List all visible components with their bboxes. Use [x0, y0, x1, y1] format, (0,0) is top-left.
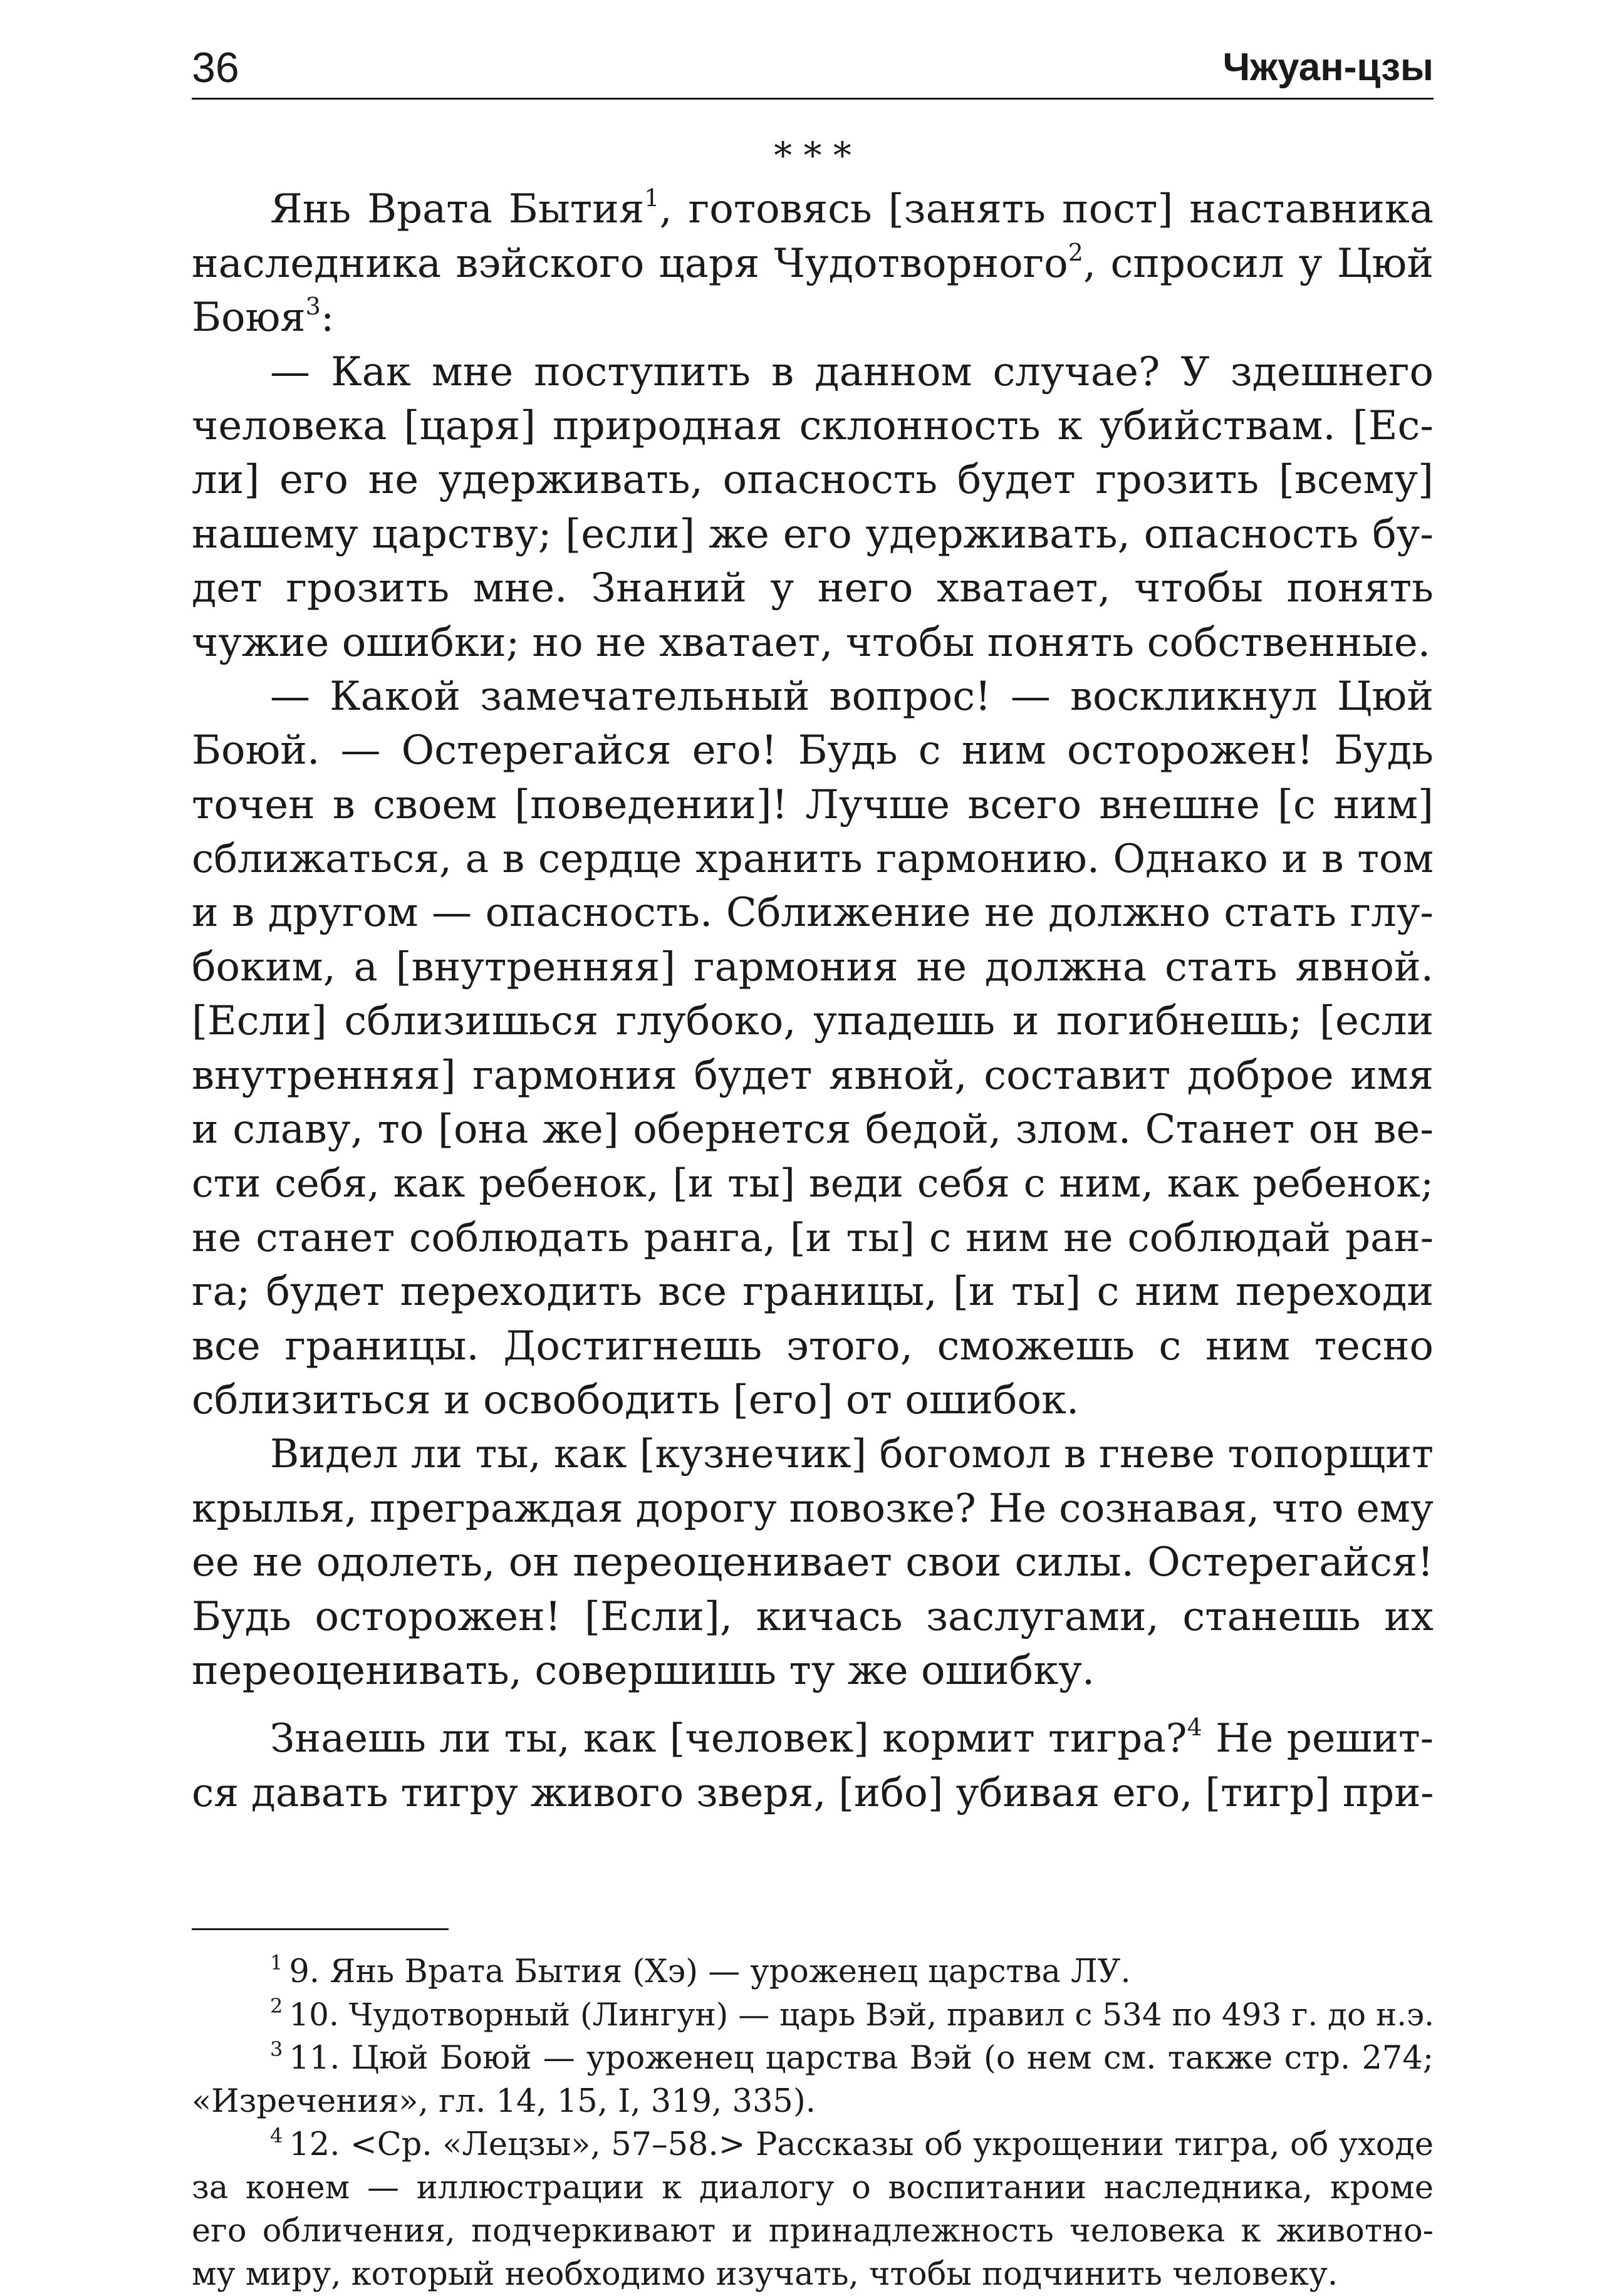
running-head	[192, 38, 1434, 100]
footnote-4	[192, 2123, 1434, 2296]
text-line: дет грозить мне. Знаний у него хватает, чтобы понять	[192, 565, 1434, 612]
text-line: га; будет переходить все границы, [и ты] с ним переходи	[192, 1269, 1434, 1316]
text-line: ся давать тигру живого зверя, [ибо] убивая его, [тигр] при-	[192, 1769, 1434, 1816]
section-separator: * * *	[774, 134, 851, 177]
paragraph-2	[192, 345, 1434, 670]
footnote-1	[192, 1950, 1434, 1993]
text-run: Боюя	[192, 294, 306, 341]
footnote-line: му миру, который необходимо изучать, чтобы подчинить человеку.	[192, 2256, 1338, 2293]
text-line: сти себя, как ребенок, [и ты] веди себя с ним, как ребенок;	[192, 1160, 1434, 1207]
footnote-line	[192, 2123, 1434, 2166]
book-title: Чжуан-цзы	[1222, 46, 1434, 89]
footnote-ref-2[interactable]: 2	[1068, 238, 1083, 266]
text-line	[192, 182, 1434, 236]
text-line: ее не одолеть, он переоценивает свои силы. Остерегайся!	[192, 1539, 1434, 1586]
footnote-text: 12. <Ср. «Лецзы», 57–58.> Рассказы об укрощении тигра, об уходе	[289, 2126, 1434, 2163]
text-line: — Какой замечательный вопрос! — воскликнул Цюй	[270, 673, 1434, 720]
footnote-mark: 1	[270, 1951, 283, 1975]
text-run: , готовясь [занять пост] наставника	[659, 186, 1434, 233]
text-line: все границы. Достигнешь этого, сможешь с ним тесно	[192, 1322, 1434, 1369]
text-line: Боюй. — Остерегайся его! Будь с ним осторожен! Будь	[192, 727, 1434, 774]
text-line: точен в своем [поведении]! Лучше всего внешне [с ним]	[192, 781, 1434, 828]
footnote-text: 9. Янь Врата Бытия (Хэ) — уроженец царства ЛУ.	[289, 1953, 1131, 1990]
text-line	[192, 237, 1434, 291]
text-line	[192, 1712, 1434, 1765]
book-page	[192, 0, 1434, 2296]
footnote-mark: 4	[270, 2124, 283, 2148]
text-run: Янь Врата Бытия	[270, 186, 645, 233]
text-line: нашему царству; [если] же его удерживать, опасность бу-	[192, 511, 1434, 558]
footnote-2	[192, 1993, 1434, 2037]
paragraph-1	[192, 182, 1434, 345]
footnote-divider	[192, 1928, 449, 1930]
text-line: сближаться, а в сердце хранить гармонию. Однако и в том	[192, 836, 1434, 882]
footnote-line: за конем — иллюстрации к диалогу о воспитании наследника, кроме	[192, 2169, 1434, 2206]
text-line: не станет соблюдать ранга, [и ты] с ним не соблюдай ран-	[192, 1214, 1434, 1260]
text-line: внутренняя] гармония будет явной, составит доброе имя	[192, 1052, 1434, 1099]
text-line: Будь осторожен! [Если], кичась заслугами, станешь их	[192, 1593, 1434, 1640]
footnote-text: 11. Цюй Боюй — уроженец царства Вэй (о нем см. также стр. 274;	[289, 2040, 1434, 2077]
footnote-line	[192, 2037, 1434, 2080]
text-line	[192, 291, 1434, 345]
text-line: и в другом — опасность. Сближение не должно стать глу-	[192, 890, 1434, 937]
footnote-ref-1[interactable]: 1	[644, 184, 660, 212]
page-number: 36	[192, 44, 239, 91]
text-run: наследника вэйского царя Чудотворного	[192, 240, 1068, 287]
footnote-text: 10. Чудотворный (Лингун) — царь Вэй, правил с 534 по 493 г. до н.э.	[289, 1997, 1435, 2033]
main-text	[192, 128, 1434, 1820]
text-run: Не решит-	[1202, 1715, 1434, 1762]
text-run: :	[320, 294, 335, 341]
footnote-ref-4[interactable]: 4	[1187, 1713, 1202, 1742]
footnote-line: «Изречения», гл. 14, 15, I, 319, 335).	[192, 2083, 816, 2120]
footnote-3	[192, 2037, 1434, 2123]
text-line: человека [царя] природная склонность к убийствам. [Ес-	[192, 402, 1434, 449]
text-line: и славу, то [она же] обернется бедой, злом. Станет он ве-	[192, 1106, 1434, 1153]
paragraph-3	[192, 670, 1434, 1427]
text-line: чужие ошибки; но не хватает, чтобы понять собственные.	[192, 619, 1431, 666]
text-line: — Как мне поступить в данном случае? У здешнего	[270, 348, 1434, 395]
footnote-line: его обличения, подчеркивают и принадлежность человека к животно-	[192, 2213, 1434, 2250]
footnote-line	[192, 1950, 1434, 1993]
paragraph-4	[192, 1427, 1434, 1698]
footnotes	[192, 1950, 1434, 2296]
text-run: Знаешь ли ты, как [человек] кормит тигра?	[270, 1715, 1187, 1762]
text-line: [Если] сблизишься глубоко, упадешь и погибнешь; [если	[192, 998, 1434, 1045]
paragraph-5	[192, 1712, 1434, 1820]
footnote-mark: 2	[270, 1994, 283, 2018]
text-line: крылья, преграждая дорогу повозке? Не сознавая, что ему	[192, 1485, 1434, 1531]
text-line: ли] его не удерживать, опасность будет грозить [всему]	[192, 457, 1434, 504]
footnote-line	[192, 1993, 1434, 2037]
footnote-mark: 3	[270, 2037, 283, 2061]
text-line: Видел ли ты, как [кузнечик] богомол в гневе топорщит	[270, 1431, 1434, 1477]
text-line: боким, а [внутренняя] гармония не должна стать явной.	[192, 943, 1434, 990]
text-line: сблизиться и освободить [его] от ошибок.	[192, 1376, 1080, 1423]
text-run: , спросил у Цюй	[1083, 240, 1434, 287]
footnote-ref-3[interactable]: 3	[305, 293, 321, 321]
text-line: переоценивать, совершишь ту же ошибку.	[192, 1647, 1095, 1694]
